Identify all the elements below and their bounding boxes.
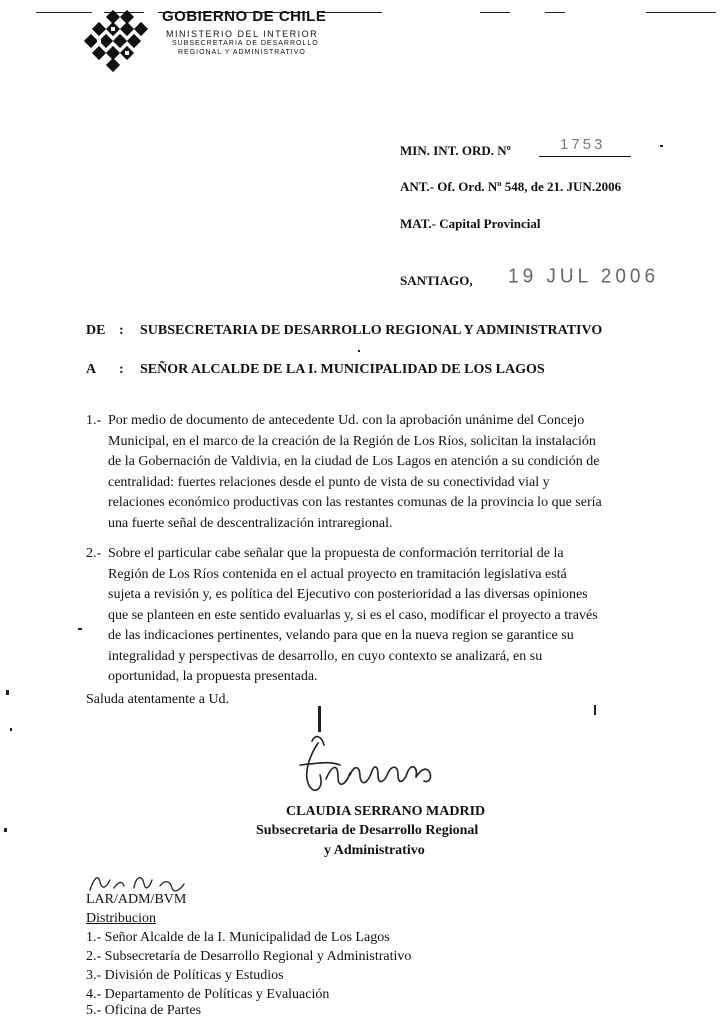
letterhead-title: GOBIERNO DE CHILE xyxy=(162,8,327,25)
paragraph-line: centralidad: fuertes relaciones desde el punto de vista de su conectividad vial y xyxy=(108,474,550,490)
distribution-item: 2.- Subsecretaría de Desarrollo Regional y Administrativo xyxy=(86,949,412,964)
paragraph-line: de las indicaciones pertinentes, velando para que en la nueva region se garantice su xyxy=(108,628,574,643)
greeting: Saluda atentamente a Ud. xyxy=(86,692,230,707)
ord-number-stamp: 1753 xyxy=(560,136,606,153)
paragraph-2-number: 2.- xyxy=(86,546,102,561)
paragraph-line: Por medio de documento de antecedente Ud. con la aprobación unánime del Concejo xyxy=(108,413,585,428)
scan-speck xyxy=(318,706,321,732)
scan-speck xyxy=(594,705,596,715)
letterhead-ministry: MINISTERIO DEL INTERIOR xyxy=(166,29,319,39)
paragraph-line: Municipal, en el marco de la creación de la Región de Los Ríos, solicitan la instalación xyxy=(108,433,596,449)
paragraph-line: relaciones económico productivas con las restantes comunas de la provincia lo que sería xyxy=(108,495,602,510)
paragraph-line: de la Gobernación de Valdivia, en la ciudad de Los Lagos en atención a su condición de xyxy=(108,454,600,469)
signer-title-2: y Administrativo xyxy=(324,843,425,858)
de-value: SUBSECRETARIA DE DESARROLLO REGIONAL Y ADMINISTRATIVO xyxy=(140,323,603,338)
paragraph-line: oportunidad, la propuesta presentada. xyxy=(108,669,318,684)
paragraph-line: Región de Los Ríos contenida en el actual proyecto en tramitación legislativa está xyxy=(108,566,567,582)
paragraph-line: que se planteen en este sentido evaluarlas y, si es el caso, modificar el proyecto a través xyxy=(108,607,598,623)
de-label: DE xyxy=(86,323,106,338)
date-stamp: 19 JUL 2006 xyxy=(508,265,660,288)
scan-speck xyxy=(10,728,12,731)
paragraph-line: sujeta a revisión y, es política del Ejecutivo con posterioridad a las diversas opiniones xyxy=(108,587,588,602)
letterhead-subsecretaria: SUBSECRETARIA DE DESARROLLO xyxy=(172,40,319,47)
ord-number-line xyxy=(539,156,631,157)
signer-name: CLAUDIA SERRANO MADRID xyxy=(286,804,486,819)
scan-speck xyxy=(660,145,663,147)
ord-label: MIN. INT. ORD. Nº xyxy=(400,143,511,158)
scan-speck xyxy=(358,350,360,352)
scan-rule xyxy=(322,12,382,13)
place: SANTIAGO, xyxy=(400,273,473,288)
scan-speck xyxy=(6,690,9,695)
scan-rule xyxy=(646,12,716,13)
paragraph-line: Sobre el particular cabe señalar que la propuesta de conformación territorial de la xyxy=(108,546,564,561)
distribution-item: 3.- División de Políticas y Estudios xyxy=(86,968,284,983)
scan-rule xyxy=(480,12,510,13)
paragraph-1-number: 1.- xyxy=(86,413,102,428)
materia: MAT.- Capital Provincial xyxy=(400,216,541,231)
scan-speck xyxy=(78,628,82,630)
government-logo-icon xyxy=(82,10,154,76)
paragraph-line: integralidad y perspectivas de desarrollo, en cuyo contexto se analizará, en su xyxy=(108,648,543,664)
scan-rule xyxy=(545,12,565,13)
paragraph-2 xyxy=(86,544,680,688)
paragraph-1 xyxy=(86,411,680,534)
distribution-item: 4.- Departamento de Políticas y Evaluación xyxy=(86,987,330,1002)
paragraph-line: una fuerte señal de descentralización intraregional. xyxy=(108,515,393,531)
scan-speck xyxy=(4,828,7,832)
distribution-item: 1.- Señor Alcalde de la I. Municipalidad de Los Lagos xyxy=(86,930,390,945)
handwritten-signature-icon xyxy=(280,735,460,805)
a-label: A xyxy=(86,362,97,377)
a-value: SEÑOR ALCALDE DE LA I. MUNICIPALIDAD DE LOS LAGOS xyxy=(140,362,545,377)
distribution-title: Distribucion xyxy=(86,911,156,926)
antecedente: ANT.- Of. Ord. Nº 548, de 21. JUN.2006 xyxy=(400,179,622,194)
letterhead-subsecretaria-2: REGIONAL Y ADMINISTRATIVO xyxy=(178,49,306,56)
signer-title: Subsecretaria de Desarrollo Regional xyxy=(256,823,479,838)
distribution-item: 5.- Oficina de Partes xyxy=(86,1003,202,1018)
initials: LAR/ADM/BVM xyxy=(86,892,187,907)
